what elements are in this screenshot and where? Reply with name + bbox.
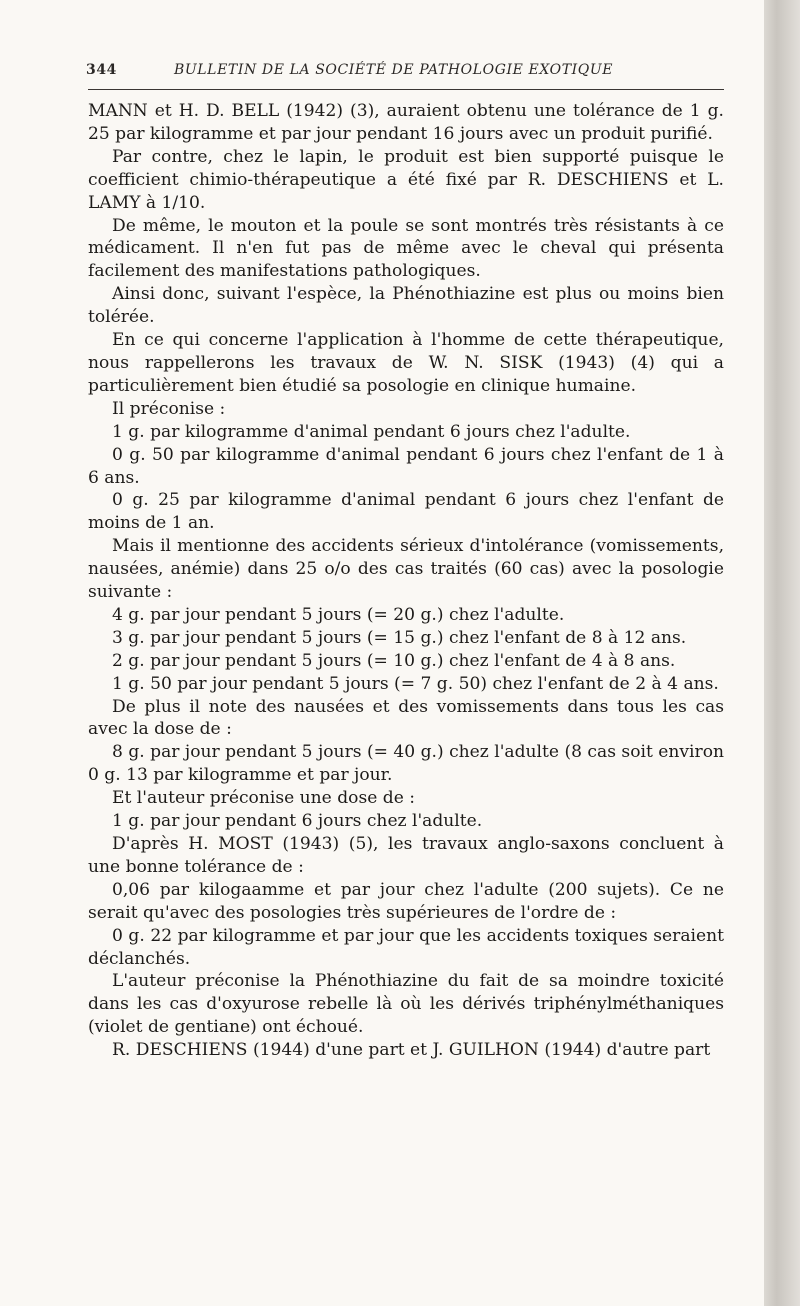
paragraph: 1 g. par kilogramme d'animal pendant 6 jours chez l'adulte. [112, 421, 631, 442]
paragraph: Par contre, chez le lapin, le produit est bien supporté puisque le coefficient chimio-thérapeutique a été fixé par R. DESCHIENS et L. LAMY à 1/10. [88, 146, 724, 213]
paragraph: 8 g. par jour pendant 5 jours (= 40 g.) chez l'adulte (8 cas soit environ 0 g. 13 par kilogramme et par jour. [88, 742, 724, 786]
paragraph: Ainsi donc, suivant l'espèce, la Phénothiazine est plus ou moins bien tolérée. [88, 284, 724, 328]
page-edge [764, 0, 800, 1306]
journal-title: BULLETIN DE LA SOCIÉTÉ DE PATHOLOGIE EXOTIQUE [174, 62, 614, 78]
paragraph: Et l'auteur préconise une dose de : [112, 788, 416, 809]
paragraph: 0 g. 22 par kilogramme et par jour que les accidents toxiques seraient déclanchés. [88, 925, 724, 969]
page-number: 344 [86, 62, 118, 78]
paragraph: 3 g. par jour pendant 5 jours (= 15 g.) chez l'enfant de 8 à 12 ans. [112, 627, 687, 648]
paragraph: 2 g. par jour pendant 5 jours (= 10 g.) chez l'enfant de 4 à 8 ans. [112, 650, 676, 671]
paragraph: Il préconise : [112, 398, 226, 419]
paragraph: 0,06 par kilogaamme et par jour chez l'adulte (200 sujets). Ce ne serait qu'avec des posologies très supérieures de l'ordre de : [88, 879, 724, 923]
paragraph: 0 g. 50 par kilogramme d'animal pendant 6 jours chez l'enfant de 1 à 6 ans. [88, 444, 724, 488]
paragraph: Mais il mentionne des accidents sérieux d'intolérance (vomissements, nausées, anémie) dans 25 o/o des cas traités (60 cas) avec la posologie suivante : [88, 536, 724, 603]
paragraph: L'auteur préconise la Phénothiazine du fait de sa moindre toxicité dans les cas d'oxyurose rebelle là où les dérivés triphénylméthaniques (violet de gentiane) ont échoué. [88, 971, 724, 1038]
paragraph: De même, le mouton et la poule se sont montrés très résistants à ce médicament. Il n'en fut pas de même avec le cheval qui présenta facilement des manifestations pathologiques. [88, 215, 724, 282]
paragraph: 1 g. 50 par jour pendant 5 jours (= 7 g. 50) chez l'enfant de 2 à 4 ans. [112, 673, 719, 694]
running-header [86, 62, 726, 86]
paragraph: 4 g. par jour pendant 5 jours (= 20 g.) chez l'adulte. [112, 604, 565, 625]
paragraph: MANN et H. D. BELL (1942) (3), auraient obtenu une tolérance de 1 g. 25 par kilogramme et par jour pendant 16 jours avec un produit purifié. [88, 101, 724, 144]
paragraph: 0 g. 25 par kilogramme d'animal pendant 6 jours chez l'enfant de moins de 1 an. [88, 490, 724, 534]
header-rule [88, 89, 724, 90]
body-text [88, 100, 724, 1062]
paragraph: En ce qui concerne l'application à l'homme de cette thérapeutique, nous rappellerons les travaux de W. N. SISK (1943) (4) qui a particulièrement bien étudié sa posologie en clinique humaine. [88, 330, 724, 396]
paragraph: 1 g. par jour pendant 6 jours chez l'adulte. [112, 811, 483, 832]
paragraph: D'après H. MOST (1943) (5), les travaux anglo-saxons concluent à une bonne tolérance de : [88, 834, 724, 877]
paragraph: R. DESCHIENS (1944) d'une part et J. GUILHON (1944) d'autre part [112, 1040, 711, 1061]
paragraph: De plus il note des nausées et des vomissements dans tous les cas avec la dose de : [88, 696, 724, 740]
